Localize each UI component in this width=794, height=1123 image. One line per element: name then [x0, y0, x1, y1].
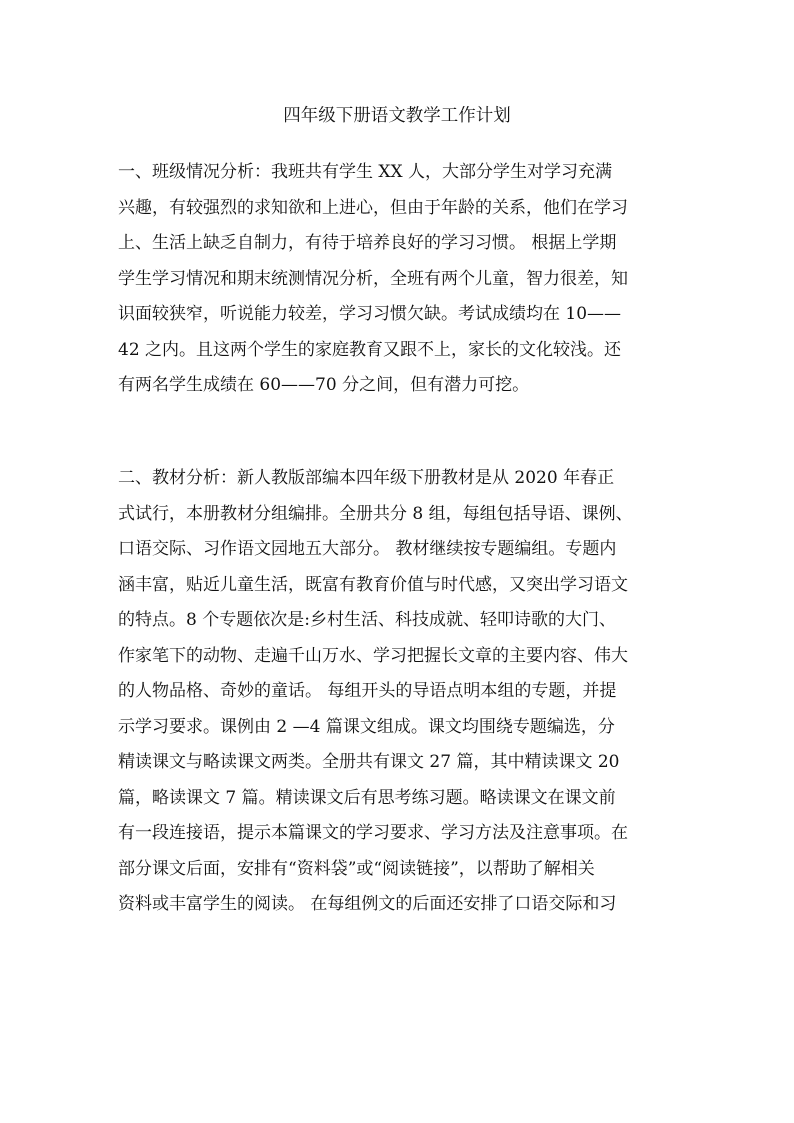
text-line: 作家笔下的动物、走遍千山万水、学习把握长文章的主要内容、伟大	[118, 645, 628, 666]
document-title: 四年级下册语文教学工作计划	[283, 106, 511, 126]
text-line: 识面较狭窄，听说能力较差，学习习惯欠缺。考试成绩均在 10——	[118, 304, 622, 324]
text-line: 精读课文与略读课文两类。全册共有课文 27 篇，其中精读课文 20	[118, 752, 620, 772]
text-line: 一、班级情况分析：我班共有学生 XX 人，大部分学生对学习充满	[118, 162, 613, 182]
section-textbook-analysis	[118, 461, 688, 923]
text-line: 有两名学生成绩在 60——70 分之间，但有潜力可挖。	[118, 375, 530, 395]
text-line: 兴趣，有较强烈的求知欲和上进心，但由于年龄的关系，他们在学习	[118, 197, 628, 218]
text-line: 部分课文后面，安排有“资料袋”或“阅读链接”，以帮助了解相关	[118, 858, 595, 879]
text-line: 示学习要求。课例由 2 —4 篇课文组成。课文均围绕专题编选，分	[118, 716, 615, 737]
text-line: 上、生活上缺乏自制力，有待于培养良好的学习习惯。 根据上学期	[118, 233, 617, 253]
text-line: 的人物品格、奇妙的童话。 每组开头的导语点明本组的专题，并提	[118, 681, 617, 701]
text-line: 学生学习情况和期末统测情况分析，全班有两个儿童，智力很差，知	[118, 268, 628, 289]
text-line: 资料或丰富学生的阅读。 在每组例文的后面还安排了口语交际和习	[118, 894, 617, 914]
text-line: 涵丰富，贴近儿童生活，既富有教育价值与时代感，又突出学习语文	[118, 574, 628, 595]
text-line: 42 之内。且这两个学生的家庭教育又跟不上，家长的文化较浅。还	[118, 339, 622, 360]
text-line: 有一段连接语，提示本篇课文的学习要求、学习方法及注意事项。在	[118, 823, 628, 843]
text-line: 篇，略读课文 7 篇。精读课文后有思考练习题。略读课文在课文前	[118, 787, 616, 808]
section-class-analysis	[118, 155, 688, 404]
text-line: 的特点。8 个专题依次是:乡村生活、科技成就、轻叩诗歌的大门、	[118, 610, 616, 630]
text-line: 二、教材分析：新人教版部编本四年级下册教材是从 2020 年春正	[118, 468, 615, 488]
text-line: 口语交际、习作语文园地五大部分。 教材继续按专题编组。专题内	[118, 539, 617, 559]
text-line: 式试行，本册教材分组编排。全册共分 8 组，每组包括导语、课例、	[118, 503, 633, 524]
